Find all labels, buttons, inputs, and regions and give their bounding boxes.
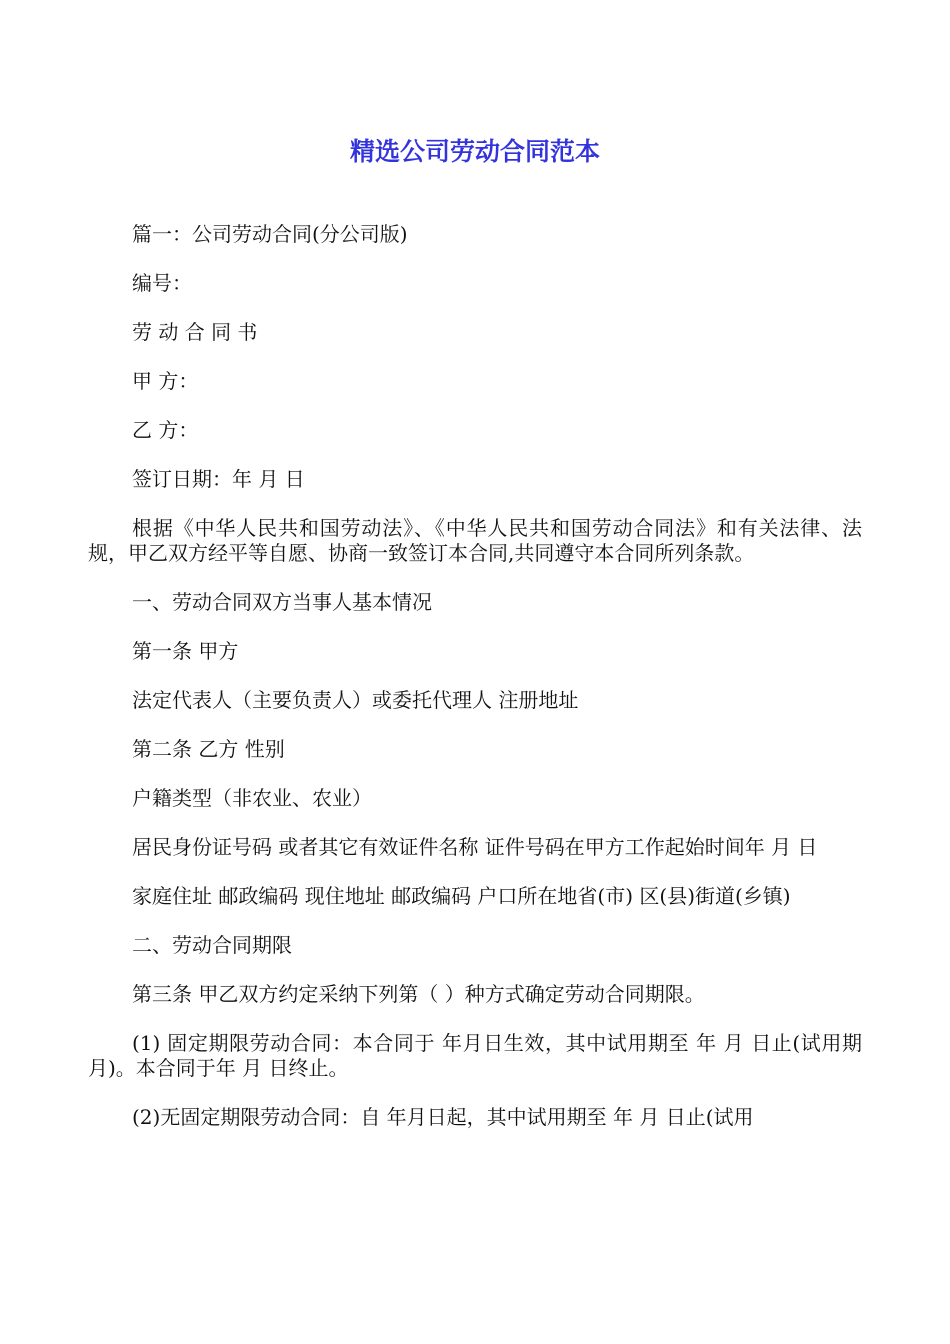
paragraph-address: 家庭住址 邮政编码 现住地址 邮政编码 户口所在地省(市) 区(县)街道(乡镇) <box>132 884 791 908</box>
paragraph-chapter-heading: 篇一：公司劳动合同(分公司版) <box>132 222 408 246</box>
paragraph-article-3: 第三条 甲乙双方约定采纳下列第（ ）种方式确定劳动合同期限。 <box>132 982 705 1006</box>
paragraph-party-b: 乙 方： <box>132 418 199 442</box>
paragraph-open-term: (2)无固定期限劳动合同：自 年月日起，其中试用期至 年 月 日止(试用 <box>132 1105 754 1129</box>
paragraph-fixed-term: (1) 固定期限劳动合同：本合同于 年月日生效，其中试用期至 年 月 日止(试用期月)。本合同于年 月 日终止。 <box>88 1031 862 1080</box>
paragraph-article-2: 第二条 乙方 性别 <box>132 737 285 761</box>
paragraph-preamble: 根据《中华人民共和国劳动法》、《中华人民共和国劳动合同法》和有关法律、法规，甲乙双方经平等自愿、协商一致签订本合同,共同遵守本合同所列条款。 <box>88 516 862 565</box>
paragraph-contract-number: 编号： <box>132 271 192 295</box>
paragraph-article-1: 第一条 甲方 <box>132 639 239 663</box>
paragraph-household-type: 户籍类型（非农业、农业） <box>132 786 372 810</box>
document-title: 精选公司劳动合同范本 <box>349 137 600 166</box>
paragraph-section-2-heading: 二、劳动合同期限 <box>132 933 292 957</box>
paragraph-id-number: 居民身份证号码 或者其它有效证件名称 证件号码在甲方工作起始时间年 月 日 <box>132 835 818 859</box>
paragraph-contract-name: 劳 动 合 同 书 <box>132 320 258 344</box>
document-body <box>88 222 862 1154</box>
paragraph-party-a: 甲 方： <box>132 369 199 393</box>
paragraph-sign-date: 签订日期：年 月 日 <box>132 467 305 491</box>
paragraph-section-1-heading: 一、劳动合同双方当事人基本情况 <box>132 590 432 614</box>
paragraph-legal-rep: 法定代表人（主要负责人）或委托代理人 注册地址 <box>132 688 579 712</box>
